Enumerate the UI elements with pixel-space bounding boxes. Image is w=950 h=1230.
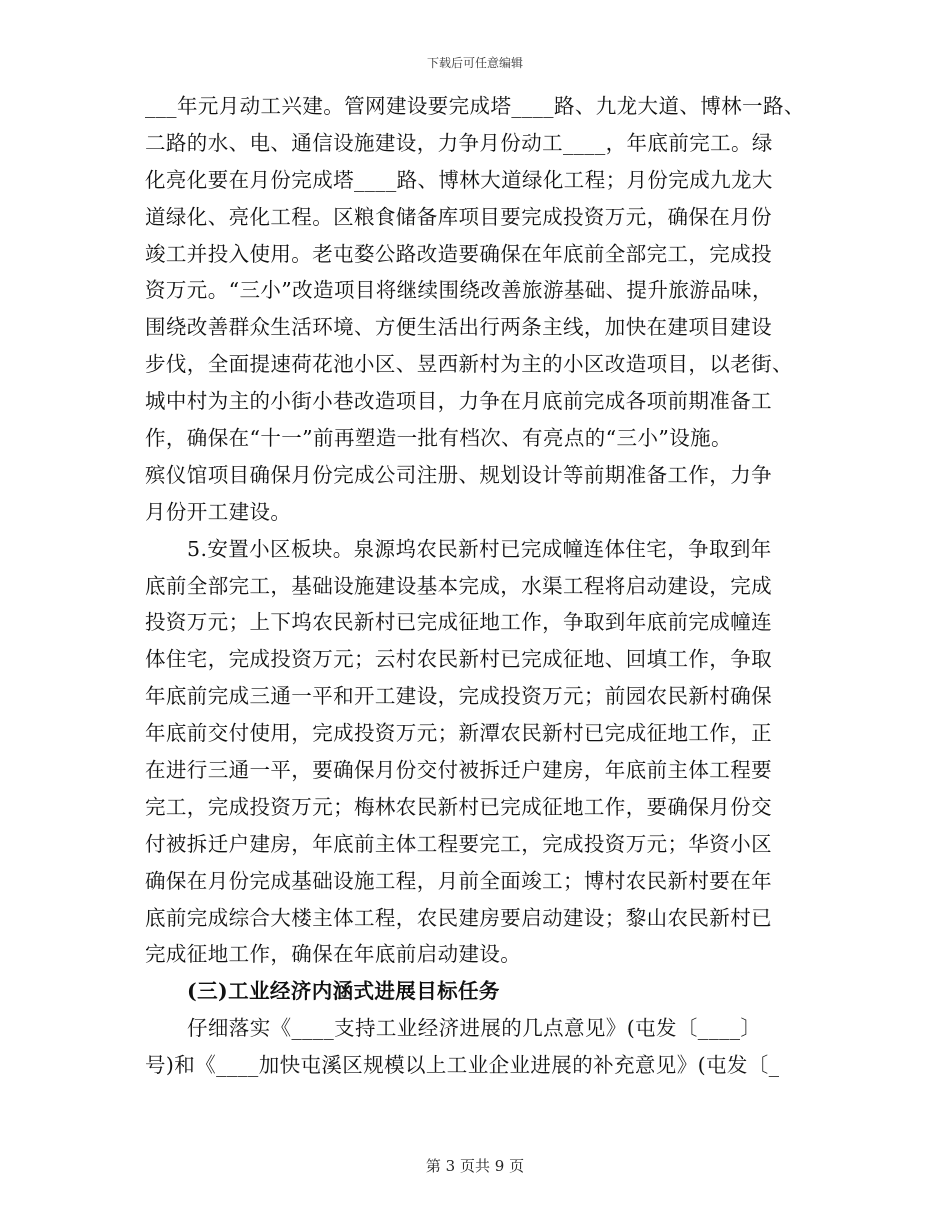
- text-line: 道绿化、亮化工程。区粮食储备库项目要完成投资万元，确保在月份: [145, 204, 772, 229]
- text-line: 化亮化要在月份完成塔____路、博林大道绿化工程；月份完成九龙大: [145, 167, 773, 192]
- text-line: 年底前交付使用，完成投资万元；新潭农民新村已完成征地工作，正: [145, 721, 772, 746]
- text-line: 确保在月份完成基础设施工程，月前全面竣工；博村农民新村要在年: [145, 868, 772, 893]
- text-line: 完工，完成投资万元；梅林农民新村已完成征地工作，要确保月份交: [145, 794, 772, 819]
- paragraph: [145, 531, 810, 974]
- text-line: 底前完成综合大楼主体工程，农民建房要启动建设；黎山农民新村已: [145, 905, 772, 930]
- text-line: 仔细落实《____支持工业经济进展的几点意见》(屯发〔____〕: [187, 1016, 762, 1041]
- text-line: ___年元月动工兴建。管网建设要完成塔____路、九龙大道、博林一路、: [145, 94, 805, 118]
- page-header: 下载后可任意编辑: [426, 56, 523, 70]
- text-line: 城中村为主的小街小巷改造项目，力争在月底前完成各项前期准备工: [145, 389, 772, 414]
- text-line: 付被拆迁户建房，年底前主体工程要完工，完成投资万元；华资小区: [145, 831, 772, 856]
- paragraph: [145, 1010, 810, 1084]
- text-line: 年底前完成三通一平和开工建设，完成投资万元；前园农民新村确保: [145, 684, 772, 709]
- text-line: 月份开工建设。: [145, 499, 292, 524]
- document-body: [145, 88, 810, 1084]
- text-line: 完成征地工作，确保在年底前启动建设。: [145, 942, 522, 967]
- text-line: 步伐，全面提速荷花池小区、昱西新村为主的小区改造项目，以老街、: [145, 352, 793, 377]
- text-line: 在进行三通一平，要确保月份交付被拆迁户建房，年底前主体工程要: [145, 758, 772, 783]
- page-footer: 第 3 页共 9 页: [425, 1157, 525, 1175]
- text-line: 竣工并投入使用。老屯婺公路改造要确保在年底前全部完工，完成投: [145, 241, 772, 266]
- text-line: 投资万元；上下坞农民新村已完成征地工作，争取到年底前完成幢连: [145, 610, 772, 635]
- text-line: 作，确保在“十一”前再塑造一批有档次、有亮点的“三小”设施。: [145, 426, 732, 451]
- text-line: 资万元。“三小”改造项目将继续围绕改善旅游基础、提升旅游品味，: [145, 278, 773, 303]
- text-line: 体住宅，完成投资万元；云村农民新村已完成征地、回填工作，争取: [145, 647, 772, 672]
- text-line: 号)和《____加快屯溪区规模以上工业企业进展的补充意见》(屯发〔_: [145, 1053, 780, 1078]
- paragraph: [145, 88, 810, 531]
- section-heading: [145, 973, 810, 1010]
- text-line: 二路的水、电、通信设施建设，力争月份动工____，年底前完工。绿: [145, 130, 773, 155]
- text-line: 殡仪馆项目确保月份完成公司注册、规划设计等前期准备工作，力争: [145, 462, 772, 487]
- text-line: 围绕改善群众生活环境、方便生活出行两条主线，加快在建项目建设: [145, 315, 772, 340]
- text-line: 底前全部完工，基础设施建设基本完成，水渠工程将启动建设，完成: [145, 573, 772, 598]
- heading-text: (三)工业经济内涵式进展目标任务: [187, 979, 500, 1004]
- text-line: 5.安置小区板块。泉源坞农民新村已完成幢连体住宅，争取到年: [187, 536, 772, 561]
